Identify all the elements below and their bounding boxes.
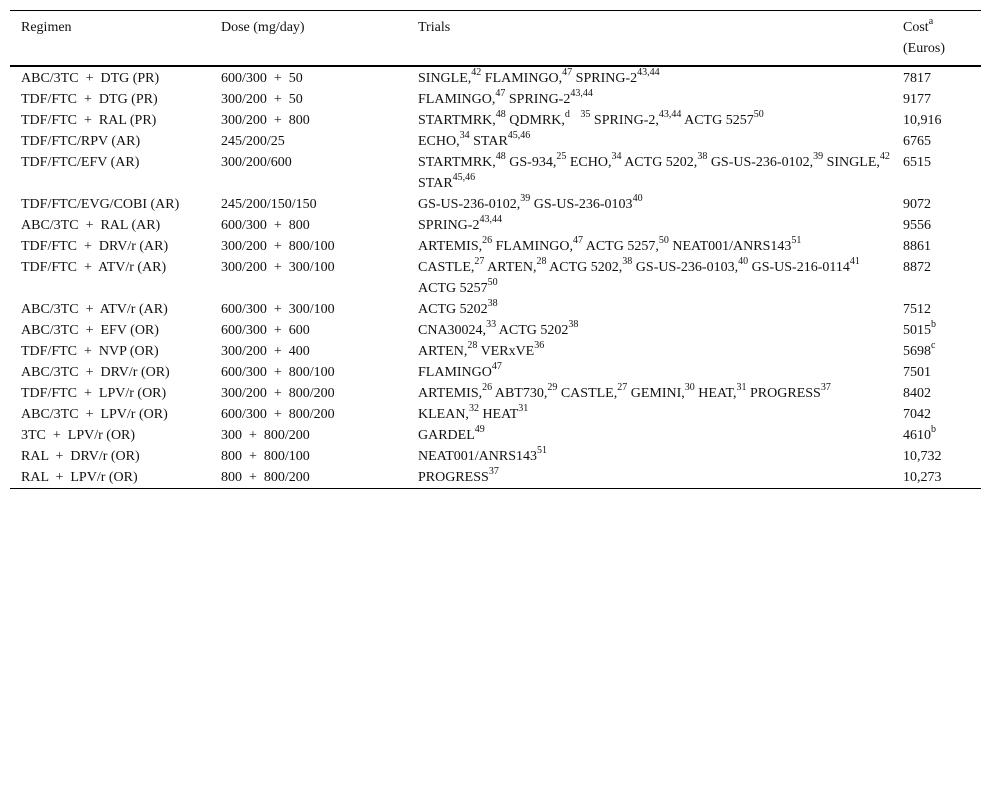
regimen-text: TDF/FTC/EFV (AR) [21, 155, 140, 170]
cost-value: 7817 [903, 71, 931, 86]
cost-value: 8402 [903, 386, 931, 401]
regimen-cell [10, 110, 210, 131]
trials-cell [407, 110, 892, 131]
trial-reference: 28 [467, 340, 478, 352]
dose-text: 300/200 + 400 [221, 344, 310, 359]
table-row [10, 446, 981, 467]
regimen-cell [10, 257, 210, 299]
trial-name: NEAT001/ANRS143 [668, 239, 792, 254]
trial-name: ACTG 5202 [418, 302, 488, 317]
regimen-text: TDF/FTC + RAL (PR) [21, 113, 157, 128]
trial-reference: 50 [658, 235, 669, 247]
trials-cell [407, 236, 892, 257]
cost-value: 9556 [903, 218, 931, 233]
table-row [10, 89, 981, 110]
trials-cell [407, 299, 892, 320]
regimen-cell [10, 131, 210, 152]
trials-cell [407, 404, 892, 425]
cost-cell [892, 66, 981, 89]
regimen-text: TDF/FTC + ATV/r (AR) [21, 260, 167, 275]
trials-cell [407, 425, 892, 446]
trial-reference: 32 [468, 403, 479, 415]
trial-name: GS-US-236-0103 [530, 197, 633, 212]
regimen-cell [10, 236, 210, 257]
trial-reference: 43,44 [637, 67, 660, 79]
table-row [10, 467, 981, 489]
trial-name: SPRING-2 [505, 92, 571, 107]
trial-reference: 36 [534, 340, 545, 352]
dose-text: 600/300 + 800/200 [221, 407, 335, 422]
cost-value: 7512 [903, 302, 931, 317]
trial-reference: 34 [459, 130, 470, 142]
trial-reference: 30 [684, 382, 695, 394]
table-body [10, 66, 981, 489]
trial-name: STAR [469, 134, 508, 149]
regimen-text: TDF/FTC + DTG (PR) [21, 92, 158, 107]
cost-value: 5698 [903, 344, 931, 359]
trial-name: ECHO, [566, 155, 612, 170]
regimen-text: ABC/3TC + DTG (PR) [21, 71, 160, 86]
trial-reference: 48 [495, 151, 506, 163]
cost-value: 8872 [903, 260, 931, 275]
cost-cell [892, 467, 981, 489]
trials-cell [407, 194, 892, 215]
trial-name: VERxVE [477, 344, 535, 359]
trial-name: CASTLE, [418, 260, 475, 275]
trials-cell [407, 362, 892, 383]
table-row [10, 362, 981, 383]
trial-name: ARTEMIS, [418, 239, 483, 254]
table-row [10, 425, 981, 446]
trial-name: GS-US-216-0114 [748, 260, 850, 275]
header-cost [892, 11, 981, 67]
dose-cell [210, 320, 407, 341]
trial-reference: 43,44 [570, 88, 593, 100]
trial-reference: 45,46 [452, 172, 476, 184]
trial-reference: 43,44 [479, 214, 502, 226]
trial-name: SINGLE, [418, 71, 472, 86]
regimen-cell [10, 299, 210, 320]
trial-name: ACTG 5257 [418, 260, 863, 296]
dose-text: 600/300 + 50 [221, 71, 303, 86]
trial-name: ECHO, [418, 134, 460, 149]
trial-name: ABT730, [492, 386, 548, 401]
dose-text: 300/200 + 800/200 [221, 386, 335, 401]
trial-name: KLEAN, [418, 407, 469, 422]
trial-name: FLAMINGO, [481, 71, 563, 86]
trial-reference: 40 [632, 193, 643, 205]
cost-value: 6515 [903, 155, 931, 170]
trial-name: ARTEN, [418, 344, 468, 359]
regimen-cost-table [10, 10, 981, 489]
cost-value: 9072 [903, 197, 931, 212]
cost-value: 7501 [903, 365, 931, 380]
regimen-cell [10, 425, 210, 446]
regimen-cell [10, 404, 210, 425]
regimen-cell [10, 320, 210, 341]
cost-footnote: b [931, 319, 936, 331]
dose-cell [210, 110, 407, 131]
cost-cell [892, 404, 981, 425]
cost-cell [892, 152, 981, 194]
trial-reference: 39 [813, 151, 824, 163]
trial-reference: 42 [879, 151, 890, 163]
dose-cell [210, 131, 407, 152]
regimen-text: TDF/FTC + DRV/r (AR) [21, 239, 169, 254]
trial-reference: 31 [736, 382, 747, 394]
trial-name: SPRING-2 [418, 218, 480, 233]
cost-value: 8861 [903, 239, 931, 254]
trial-name [570, 113, 581, 128]
regimen-cell [10, 467, 210, 489]
regimen-cell [10, 194, 210, 215]
trials-cell [407, 383, 892, 404]
regimen-cell [10, 152, 210, 194]
cost-value: 10,916 [903, 113, 942, 128]
trial-name: GEMINI, [627, 386, 685, 401]
header-dose: Dose (mg/day) [221, 20, 305, 35]
trial-reference: 47 [562, 67, 573, 79]
regimen-text: RAL + LPV/r (OR) [21, 470, 138, 485]
trial-name: GARDEL [418, 428, 475, 443]
regimen-cell [10, 66, 210, 89]
trial-reference: 35 [580, 109, 591, 121]
dose-cell [210, 362, 407, 383]
trial-name: HEAT [478, 407, 519, 422]
regimen-cell [10, 383, 210, 404]
trial-reference: 47 [573, 235, 583, 247]
regimen-text: ABC/3TC + DRV/r (OR) [21, 365, 170, 380]
table-row [10, 404, 981, 425]
dose-text: 600/300 + 800/100 [221, 365, 335, 380]
dose-cell [210, 383, 407, 404]
trial-reference: 33 [486, 319, 497, 331]
trial-name: ACTG 5202, [546, 260, 623, 275]
trial-name: GS-934, [505, 155, 557, 170]
dose-cell [210, 446, 407, 467]
regimen-text: TDF/FTC + NVP (OR) [21, 344, 159, 359]
table-row [10, 194, 981, 215]
header-regimen: Regimen [21, 20, 72, 35]
dose-cell [210, 257, 407, 299]
regimen-text: 3TC + LPV/r (OR) [21, 428, 136, 443]
dose-text: 245/200/25 [221, 134, 285, 149]
header-cost-label: Cost [903, 20, 929, 35]
trial-name: STARTMRK, [418, 155, 496, 170]
regimen-text: TDF/FTC/EVG/COBI (AR) [21, 197, 180, 212]
regimen-cell [10, 341, 210, 362]
trial-name: QDMRK, [505, 113, 565, 128]
trials-cell [407, 66, 892, 89]
regimen-text: ABC/3TC + EFV (OR) [21, 323, 159, 338]
trial-name: SPRING-2 [572, 71, 638, 86]
trial-reference: 27 [617, 382, 628, 394]
dose-text: 600/300 + 800 [221, 218, 310, 233]
trial-name: GS-US-236-0103, [632, 260, 739, 275]
trial-name: HEAT, [694, 386, 737, 401]
regimen-text: TDF/FTC + LPV/r (OR) [21, 386, 167, 401]
trial-reference: 50 [753, 109, 764, 121]
trial-reference: 29 [547, 382, 558, 394]
trial-name: PROGRESS [418, 470, 489, 485]
trial-reference: 38 [697, 151, 708, 163]
cost-cell [892, 89, 981, 110]
dose-cell [210, 299, 407, 320]
trial-name: GS-US-236-0102, [707, 155, 814, 170]
trial-reference: d [564, 109, 570, 121]
trial-name: FLAMINGO, [492, 239, 573, 254]
dose-cell [210, 215, 407, 236]
cost-footnote: b [931, 424, 936, 436]
dose-cell [210, 236, 407, 257]
table-row [10, 131, 981, 152]
trial-reference: 49 [474, 424, 485, 436]
trial-name: ACTG 5202, [621, 155, 698, 170]
table-row [10, 152, 981, 194]
trial-reference: 38 [622, 256, 633, 268]
trial-reference: 42 [471, 67, 482, 79]
trial-name: CNA30024, [418, 323, 487, 338]
regimen-text: ABC/3TC + LPV/r (OR) [21, 407, 168, 422]
trial-reference: 50 [487, 277, 498, 289]
trial-reference: 43,44 [658, 109, 682, 121]
trial-reference: 27 [474, 256, 485, 268]
cost-cell [892, 131, 981, 152]
trial-reference: 39 [520, 193, 531, 205]
trials-cell [407, 320, 892, 341]
cost-cell [892, 446, 981, 467]
table-row [10, 66, 981, 89]
cost-cell [892, 383, 981, 404]
trials-cell [407, 152, 892, 194]
trials-cell [407, 131, 892, 152]
trial-reference: 41 [849, 256, 860, 268]
trial-name: SPRING-2, [590, 113, 659, 128]
dose-cell [210, 152, 407, 194]
trial-reference: 38 [487, 298, 498, 310]
trial-reference: 47 [495, 88, 506, 100]
table-row [10, 383, 981, 404]
trial-reference: 34 [611, 151, 622, 163]
regimen-cell [10, 215, 210, 236]
trial-reference: 28 [536, 256, 547, 268]
cost-cell [892, 194, 981, 215]
header-cost-footnote: a [928, 16, 934, 28]
regimen-cell [10, 362, 210, 383]
dose-cell [210, 341, 407, 362]
dose-text: 600/300 + 600 [221, 323, 310, 338]
trials-cell [407, 257, 892, 299]
trial-reference: 40 [738, 256, 749, 268]
trials-cell [407, 446, 892, 467]
regimen-text: TDF/FTC/RPV (AR) [21, 134, 141, 149]
trial-reference: 38 [568, 319, 579, 331]
header-row [10, 11, 981, 67]
trial-name: FLAMINGO [418, 365, 492, 380]
trial-name: SINGLE, [823, 155, 880, 170]
regimen-text: RAL + DRV/r (OR) [21, 449, 140, 464]
dose-text: 245/200/150/150 [221, 197, 317, 212]
dose-text: 300/200 + 300/100 [221, 260, 335, 275]
cost-value: 9177 [903, 92, 931, 107]
cost-cell [892, 425, 981, 446]
cost-cell [892, 236, 981, 257]
dose-text: 300/200/600 [221, 155, 292, 170]
table-row [10, 299, 981, 320]
trial-reference: 47 [491, 361, 502, 373]
cost-cell [892, 362, 981, 383]
trial-name: PROGRESS [746, 386, 821, 401]
trial-name: ARTEMIS, [418, 386, 483, 401]
dose-cell [210, 89, 407, 110]
trial-reference: 37 [488, 466, 499, 478]
table-header [10, 11, 981, 67]
cost-cell [892, 320, 981, 341]
dose-cell [210, 194, 407, 215]
dose-text: 300 + 800/200 [221, 428, 310, 443]
trial-name: STARTMRK, [418, 113, 496, 128]
cost-value: 10,732 [903, 449, 942, 464]
cost-cell [892, 299, 981, 320]
table-row [10, 257, 981, 299]
table-row [10, 320, 981, 341]
cost-value: 4610 [903, 428, 931, 443]
cost-cell [892, 215, 981, 236]
table-row [10, 341, 981, 362]
trials-cell [407, 467, 892, 489]
dose-cell [210, 404, 407, 425]
trial-reference: 45,46 [507, 130, 531, 142]
table-row [10, 110, 981, 131]
dose-text: 300/200 + 800 [221, 113, 310, 128]
trial-reference: 25 [556, 151, 567, 163]
trial-name: ARTEN, [484, 260, 537, 275]
regimen-cell [10, 89, 210, 110]
trial-name: STAR [418, 155, 894, 191]
regimen-text: ABC/3TC + RAL (AR) [21, 218, 161, 233]
table-row [10, 236, 981, 257]
trial-reference: 51 [537, 445, 548, 457]
dose-cell [210, 425, 407, 446]
trials-cell [407, 89, 892, 110]
cost-value: 6765 [903, 134, 931, 149]
dose-text: 600/300 + 300/100 [221, 302, 335, 317]
regimen-text: ABC/3TC + ATV/r (AR) [21, 302, 168, 317]
dose-text: 800 + 800/100 [221, 449, 310, 464]
cost-value: 7042 [903, 407, 931, 422]
cost-cell [892, 110, 981, 131]
header-trials: Trials [418, 20, 451, 35]
trial-name: ACTG 5257 [681, 113, 754, 128]
trial-name: ACTG 5202 [496, 323, 569, 338]
regimen-cell [10, 446, 210, 467]
trial-name: GS-US-236-0102, [418, 197, 521, 212]
cost-value: 5015 [903, 323, 931, 338]
trial-name: NEAT001/ANRS143 [418, 449, 538, 464]
dose-text: 800 + 800/200 [221, 470, 310, 485]
header-cost-unit: (Euros) [903, 41, 945, 56]
trial-name: ACTG 5257, [583, 239, 659, 254]
trial-name: FLAMINGO, [418, 92, 496, 107]
dose-text: 300/200 + 50 [221, 92, 303, 107]
trial-reference: 37 [820, 382, 831, 394]
cost-cell [892, 341, 981, 362]
cost-cell [892, 257, 981, 299]
trial-reference: 48 [495, 109, 506, 121]
cost-value: 10,273 [903, 470, 942, 485]
cost-footnote: c [931, 340, 936, 352]
trial-reference: 26 [482, 235, 493, 247]
trials-cell [407, 341, 892, 362]
trial-reference: 26 [482, 382, 493, 394]
table [10, 10, 981, 489]
trial-reference: 31 [518, 403, 529, 415]
dose-text: 300/200 + 800/100 [221, 239, 335, 254]
trial-name: CASTLE, [557, 386, 618, 401]
dose-cell [210, 66, 407, 89]
dose-cell [210, 467, 407, 489]
trial-reference: 51 [791, 235, 802, 247]
table-row [10, 215, 981, 236]
trials-cell [407, 215, 892, 236]
